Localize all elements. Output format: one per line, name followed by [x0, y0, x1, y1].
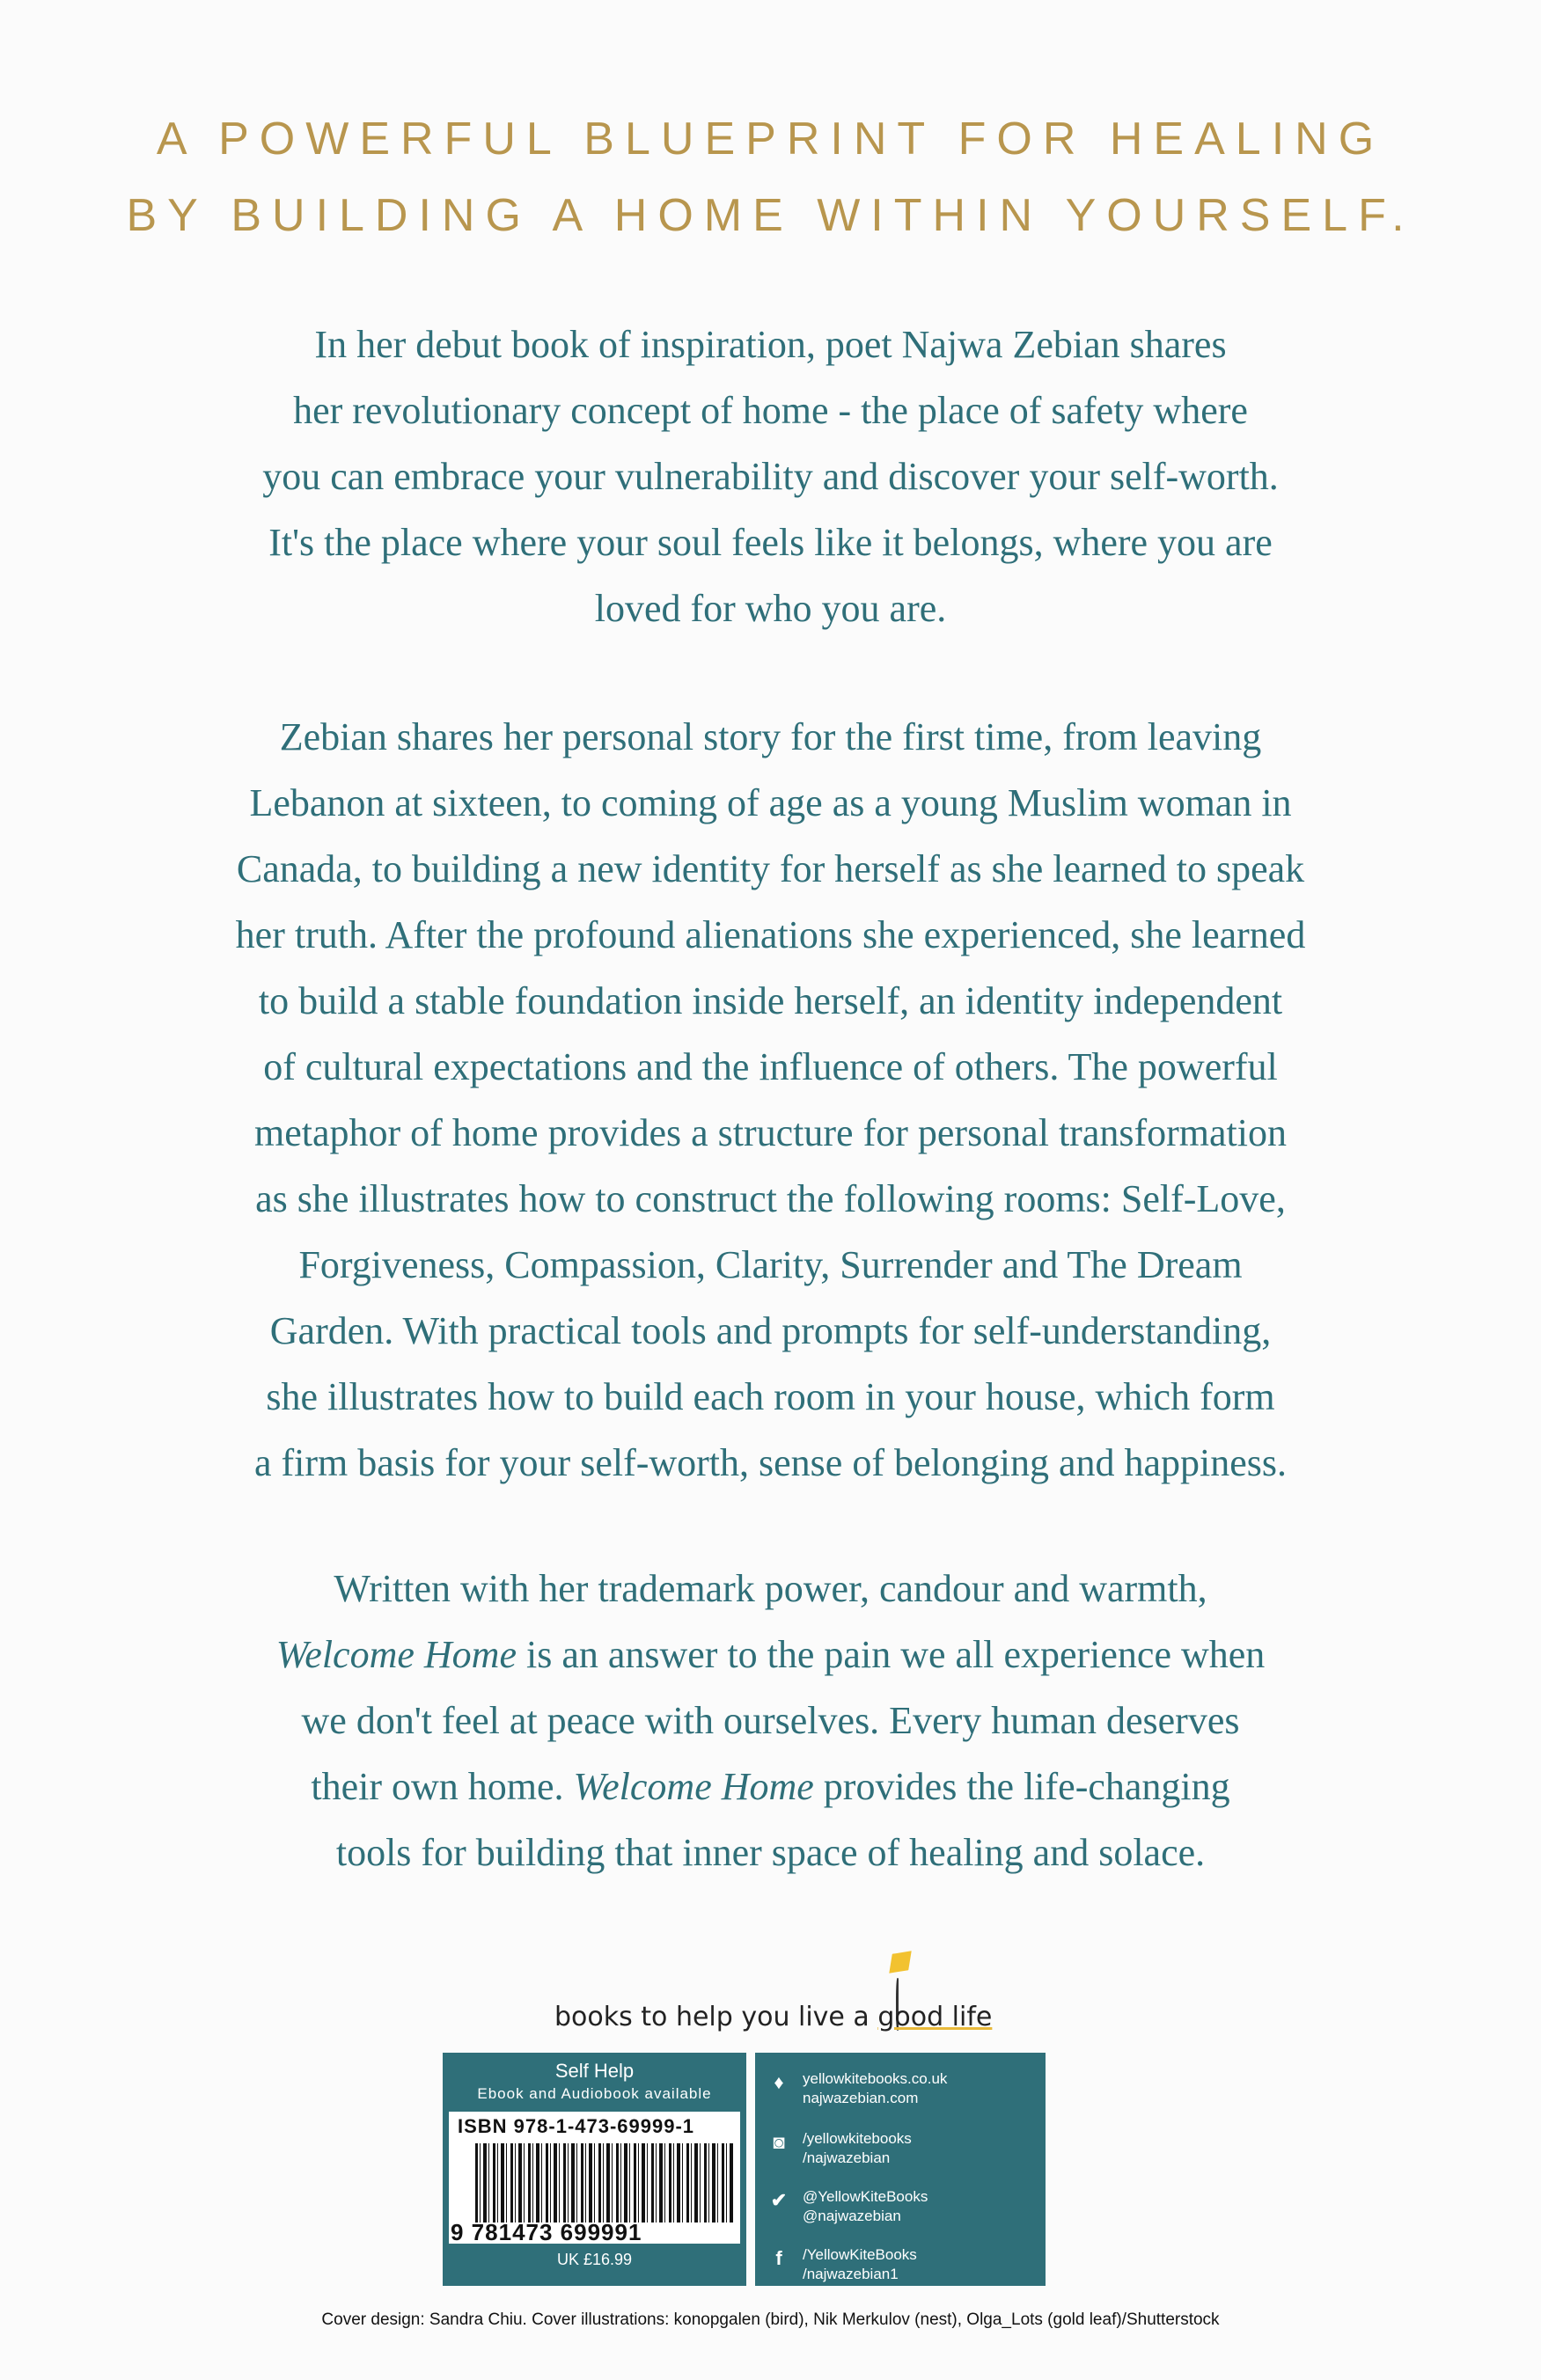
text-line: as she illustrates how to construct the following rooms: Self-Love,: [255, 1177, 1286, 1220]
text-line: [88, 1622, 1453, 1688]
text-line: her revolutionary concept of home - the place of safety where: [293, 389, 1248, 432]
publisher-tagline: [554, 2002, 992, 2032]
text-line: It's the place where your soul feels like it belongs, where you are: [268, 521, 1273, 564]
instagram-icon: ◙: [773, 2131, 785, 2153]
cover-credits: Cover design: Sandra Chiu. Cover illustrations: konopgalen (bird), Nik Merkulov (nest), Olga_Lots (gold leaf)/Shutterstock: [321, 2310, 1220, 2329]
text-line: of cultural expectations and the influence of others. The powerful: [263, 1045, 1278, 1088]
paragraph-summary: [88, 1556, 1453, 1886]
isbn-number: ISBN 978-1-473-69999-1: [458, 2115, 695, 2137]
book-title-italic: Welcome Home: [275, 1633, 517, 1676]
text-line: Zebian shares her personal story for the first time, from leaving: [279, 715, 1262, 758]
headline-line-2: BY BUILDING A HOME WITHIN YOURSELF.: [126, 190, 1415, 241]
text-fragment: is an answer to the pain we all experience when: [516, 1633, 1266, 1676]
paragraph-intro: [88, 311, 1453, 641]
text-line: we don't feel at peace with ourselves. Every human deserves: [301, 1699, 1240, 1742]
text-fragment: their own home.: [311, 1765, 574, 1808]
text-line: Canada, to building a new identity for herself as she learned to speak: [236, 847, 1305, 890]
text-line: Lebanon at sixteen, to coming of age as a young Muslim woman in: [249, 781, 1292, 824]
social-line: /najwazebian1: [803, 2266, 899, 2282]
category-label: Self Help: [554, 2060, 635, 2082]
social-line: yellowkitebooks.co.uk: [803, 2070, 948, 2087]
social-text: [803, 2187, 928, 2226]
text-line: you can embrace your vulnerability and discover your self-worth.: [262, 455, 1279, 498]
social-line: @YellowKiteBooks: [803, 2188, 928, 2205]
text-line: a firm basis for your self-worth, sense of belonging and happiness.: [253, 1441, 1288, 1484]
facebook-icon: f: [775, 2247, 782, 2269]
text-fragment: provides the life-changing: [813, 1765, 1230, 1808]
text-line: tools for building that inner space of healing and solace.: [335, 1831, 1206, 1874]
book-title-italic: Welcome Home: [573, 1765, 814, 1808]
location-pin-icon: ♦: [774, 2071, 784, 2093]
social-text: [803, 2069, 947, 2108]
text-line: In her debut book of inspiration, poet Najwa Zebian shares: [314, 323, 1227, 366]
kite-icon: [881, 1943, 920, 1981]
tagline-good-life: good life: [877, 2002, 993, 2032]
text-line: her truth. After the profound alienations she experienced, she learned: [235, 913, 1306, 956]
barcode-digits: 9 781473 699991: [451, 2219, 642, 2245]
social-line: /yellowkitebooks: [803, 2130, 912, 2147]
text-line: [88, 1754, 1453, 1820]
text-line: to build a stable foundation inside herself, an identity independent: [258, 979, 1283, 1022]
price-label: UK £16.99: [556, 2251, 633, 2268]
twitter-bird-icon: ✔: [770, 2189, 788, 2211]
text-line: Garden. With practical tools and prompts for self-understanding,: [269, 1309, 1272, 1352]
tagline-text: books to help you live a: [554, 2002, 878, 2032]
social-text: [803, 2245, 917, 2284]
social-line: najwazebian.com: [803, 2090, 919, 2106]
text-line: Written with her trademark power, candour and warmth,: [334, 1567, 1207, 1610]
headline-line-1: A POWERFUL BLUEPRINT FOR HEALING: [156, 114, 1385, 165]
barcode-image: [475, 2143, 735, 2223]
text-line: metaphor of home provides a structure for personal transformation: [254, 1111, 1287, 1154]
text-line: she illustrates how to build each room in your house, which form: [266, 1375, 1275, 1418]
social-line: /najwazebian: [803, 2149, 891, 2166]
paragraph-story: [88, 704, 1453, 1496]
formats-label: Ebook and Audiobook available: [477, 2085, 712, 2102]
social-line: /YellowKiteBooks: [803, 2246, 917, 2263]
text-line: Forgiveness, Compassion, Clarity, Surrender and The Dream: [298, 1243, 1243, 1286]
social-line: @najwazebian: [803, 2208, 901, 2224]
text-line: loved for who you are.: [594, 587, 947, 630]
social-text: [803, 2129, 912, 2168]
